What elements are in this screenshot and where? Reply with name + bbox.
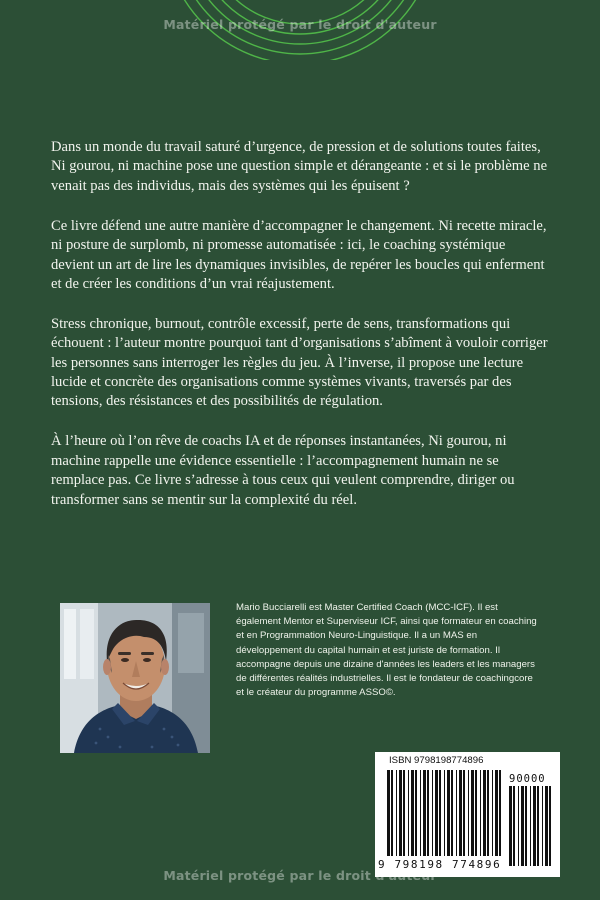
barcode-bar: [521, 786, 524, 866]
barcode-bar: [408, 770, 409, 856]
barcode-bar: [387, 770, 390, 856]
barcode-addon-number: 90000: [509, 773, 546, 785]
barcode-bar: [499, 770, 501, 856]
barcode-bar: [444, 770, 445, 856]
barcode-bar: [456, 770, 457, 856]
copyright-watermark-bottom: Matériel protégé par le droit d'auteur: [163, 868, 437, 883]
barcode-bar: [487, 770, 489, 856]
barcode-bar: [420, 770, 421, 856]
paragraph-3: Stress chronique, burnout, contrôle excessif, perte de sens, transformations qui échouent : l’auteur montre pourquoi tant d’organisations s’abîment à vouloir corriger les personnes sans interroger les règles du jeu. À l’inverse, il propose une lecture lucide et concrète des organisations comme systèmes vivants, traversés par des tensions, des résistances et des possibilités de régulation.: [51, 315, 548, 410]
paragraph-2: Ce livre défend une autre manière d’accompagner le changement. Ni recette miracle, ni posture de surplomb, ni promesse automatisée : ici, le coaching systémique devient un art de lire les dynamiques invisibles, de repérer les boucles qui enferment et de créer les conditions d’un vrai réajustement.: [51, 217, 547, 292]
barcode-bar: [447, 770, 450, 856]
barcode-bar: [513, 786, 515, 866]
barcode-bar: [427, 770, 429, 856]
barcode-bar: [480, 770, 481, 856]
barcode-bar: [518, 786, 519, 866]
barcode-bar: [411, 770, 414, 856]
barcode-bar: [537, 786, 539, 866]
isbn-barcode: [375, 752, 560, 877]
barcode-bar: [545, 786, 548, 866]
paragraph-1: Dans un monde du travail saturé d’urgence, de pression et de solutions toutes faites, Ni gourou, ni machine pose une question simple et dérangeante : et si le problème ne venait pas des individus, mais des systèmes qui les épuisent ?: [51, 139, 548, 194]
barcode-bar: [399, 770, 402, 856]
barcode-bar: [509, 786, 512, 866]
barcode-bar: [435, 770, 438, 856]
barcode-bar: [495, 770, 498, 856]
barcode-bar: [475, 770, 477, 856]
barcode-bar: [525, 786, 527, 866]
barcode-bar: [451, 770, 453, 856]
paragraph-4: À l’heure où l’on rêve de coachs IA et de réponses instantanées, Ni gourou, ni machine rappelle une évidence essentielle : l’accompagnement humain ne se remplace pas. Ce livre s’adresse à tous ceux qui veulent comprendre, diriger ou transformer sans se mentir sur la complexité du réel.: [51, 433, 515, 508]
barcode-bar: [459, 770, 462, 856]
barcode-bar: [483, 770, 486, 856]
back-cover-text: [51, 138, 551, 531]
isbn-label: ISBN 9798198774896: [389, 755, 484, 766]
barcode-bar: [468, 770, 469, 856]
barcode-bar: [432, 770, 433, 856]
author-photo: [60, 603, 210, 753]
barcode-bar: [423, 770, 426, 856]
barcode-bar: [471, 770, 474, 856]
copyright-watermark-top: Matériel protégé par le droit d'auteur: [163, 17, 437, 32]
barcode-digits: 9 798198 774896: [378, 858, 502, 871]
barcode-bar: [492, 770, 493, 856]
barcode-bar: [391, 770, 393, 856]
barcode-bar: [415, 770, 417, 856]
barcode-bar: [533, 786, 536, 866]
author-bio: Mario Bucciarelli est Master Certified Coach (MCC-ICF). Il est également Mentor et Superviseur ICF, ainsi que formateur en coaching et en Programmation Neuro-Linguistique. Il a un MAS en développement du capital humain et est juriste de formation. Il accompagne depuis une dizaine d'années les leaders et les managers de différentes réalités industrielles. Il est le fondateur de coachingcore et le créateur du programme ASSO©.: [236, 602, 537, 699]
barcode-bar: [549, 786, 551, 866]
barcode-bar: [530, 786, 531, 866]
barcode-bar: [542, 786, 543, 866]
barcode-bar: [396, 770, 397, 856]
barcode-bar: [463, 770, 465, 856]
barcode-bar: [403, 770, 405, 856]
barcode-bar: [439, 770, 441, 856]
